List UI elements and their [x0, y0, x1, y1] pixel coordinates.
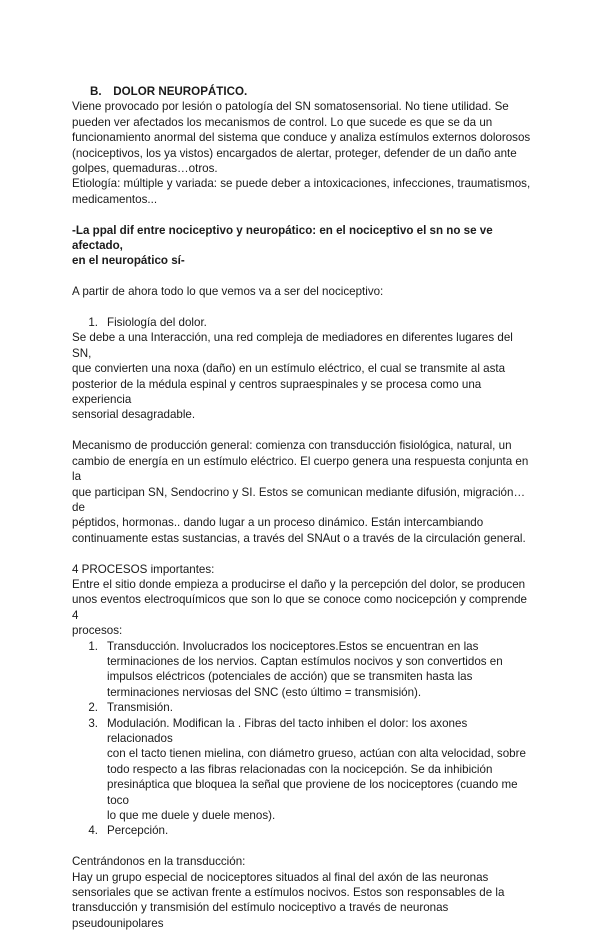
text-line: funcionamiento anormal del sistema que conduce y analiza estímulos externos dolorosos — [72, 131, 531, 145]
transduction-title: Centrándonos en la transducción: — [72, 855, 246, 869]
text-line: impulsos eléctricos (potenciales de acción) que se transmiten hasta las — [107, 670, 473, 684]
text-line: Se debe a una Interacción, una red compleja de mediadores en diferentes lugares del SN, — [72, 331, 513, 360]
text-line: Transducción. Involucrados los nociceptores.Estos se encuentran en las — [107, 639, 479, 653]
difference-note — [72, 223, 534, 269]
list-number: 1. — [88, 316, 98, 330]
list-number: 4. — [88, 824, 98, 838]
text-line: Etiología: múltiple y variada: se puede deber a intoxicaciones, infecciones, traumatismos, — [72, 177, 531, 191]
text-line: procesos: — [72, 624, 123, 638]
text-line: Entre el sitio donde empieza a producirse el daño y la percepción del dolor, se producen — [72, 577, 526, 591]
processes-list — [72, 639, 534, 839]
list-number: 1. — [88, 639, 98, 653]
text-line: (nociceptivos, los ya vistos) encargados de alertar, proteger, defender de un daño ante — [72, 146, 517, 160]
text-line: con el tacto tienen mielina, con diámetro grueso, actúan con alta velocidad, sobre — [107, 747, 526, 761]
text-line: Percepción. — [107, 824, 169, 838]
processes-title: 4 PROCESOS importantes: — [72, 562, 215, 576]
list-item — [72, 639, 534, 701]
transduction-paragraph — [72, 870, 534, 931]
text-line: Viene provocado por lesión o patología del SN somatosensorial. No tiene utilidad. Se — [72, 100, 509, 114]
text-line: transducción y transmisión del estímulo nociceptivo a través de neuronas pseudounipolares — [72, 901, 449, 930]
text-line: golpes, quemaduras…otros. — [72, 162, 218, 176]
list-number: 3. — [88, 716, 98, 730]
text-line: péptidos, hormonas.. dando lugar a un proceso dinámico. Están intercambiando — [72, 516, 484, 530]
text-line: pueden ver afectados los mecanismos de control. Lo que sucede es que se da un — [72, 115, 493, 129]
text-line: en el neuropático sí- — [72, 254, 185, 268]
list-item-physiology — [72, 315, 534, 330]
text-line: cambio de energía en un estímulo eléctrico. El cuerpo genera una respuesta conjunta en la — [72, 454, 529, 484]
processes-intro — [72, 577, 534, 639]
text-line: sensorial desagradable. — [72, 408, 196, 422]
text-line: todo respecto a las fibras relacionadas con la nocicepción. Se da inhibición — [107, 762, 493, 776]
section-number: B. — [90, 85, 102, 98]
text-line: terminaciones nerviosas del SNC (esto último = transmisión). — [107, 685, 422, 699]
text-line: Hay un grupo especial de nociceptores situados al final del axón de las neuronas — [72, 870, 489, 884]
text-line: que participan SN, Sendocrino y SI. Estos se comunican mediante difusión, migración… de — [72, 485, 526, 514]
text-line: sensoriales que se activan frente a estímulos nocivos. Estos son responsables de la — [72, 886, 505, 900]
document-page — [72, 84, 534, 931]
text-line: posterior de la médula espinal y centros supraespinales y se procesa como una experiencia — [72, 377, 482, 407]
from-now-line: A partir de ahora todo lo que vemos va a ser del nociceptivo: — [72, 285, 384, 299]
text-line: presináptica que bloquea la señal que proviene de los nociceptores (cuando me toco — [107, 778, 518, 807]
text-line: -La ppal dif entre nociceptivo y neuropático: en el nociceptivo el sn no se ve afectado, — [72, 223, 493, 253]
text-line: Transmisión. — [107, 701, 173, 715]
intro-paragraph — [72, 99, 534, 207]
mechanism-paragraph — [72, 438, 534, 546]
text-line: Modulación. Modifican la . Fibras del tacto inhiben el dolor: los axones relacionados — [107, 716, 468, 745]
section-heading — [90, 84, 534, 99]
list-item — [72, 823, 534, 838]
text-line: terminaciones de los nervios. Captan estímulos nocivos y son convertidos en — [107, 654, 503, 668]
text-line: medicamentos... — [72, 192, 158, 206]
list-item — [72, 700, 534, 715]
list-number: 2. — [88, 701, 98, 715]
section-title: DOLOR NEUROPÁTICO. — [113, 85, 248, 98]
text-line: que convierten una noxa (daño) en un estímulo eléctrico, el cual se transmite al asta — [72, 362, 506, 376]
text-line: Mecanismo de producción general: comienza con transducción fisiológica, natural, un — [72, 439, 512, 453]
text-line: lo que me duele y duele menos). — [107, 809, 276, 823]
text-line: unos eventos electroquímicos que son lo que se conoce como nocicepción y comprende 4 — [72, 593, 528, 622]
list-item — [72, 716, 534, 824]
list-title: Fisiología del dolor. — [107, 316, 207, 330]
text-line: continuamente estas sustancias, a través del SNAut o a través de la circulación general. — [72, 531, 526, 545]
physiology-paragraph — [72, 330, 534, 422]
